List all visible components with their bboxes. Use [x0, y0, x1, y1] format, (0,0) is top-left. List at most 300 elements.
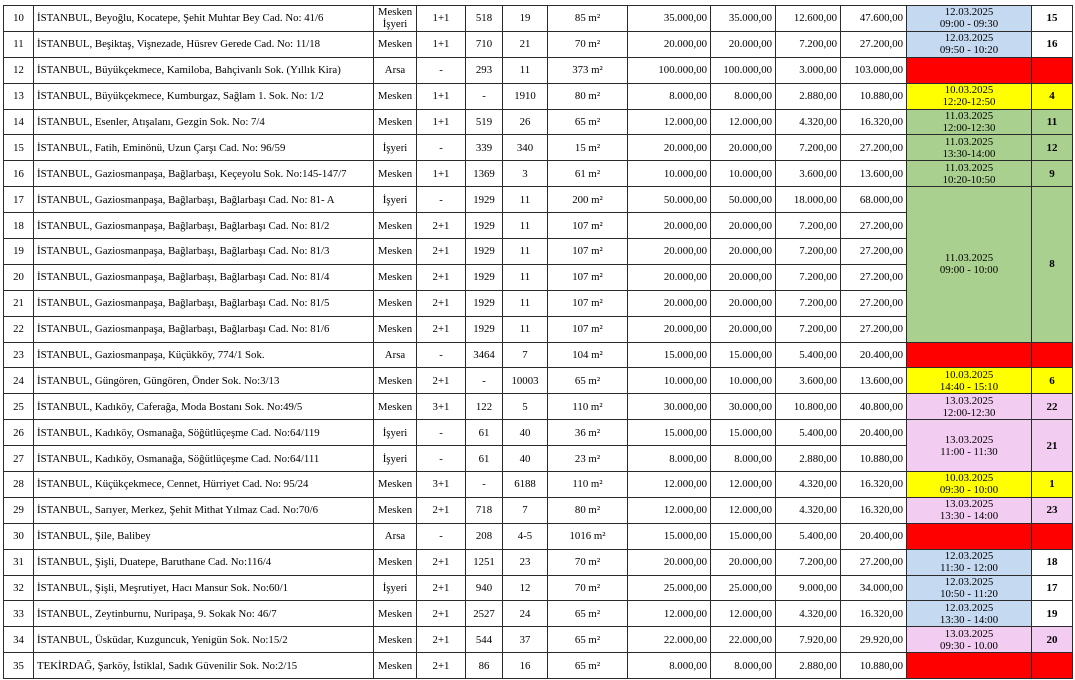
amount-cell: 25.000,00: [628, 575, 711, 601]
total-amount-cell: 29.920,00: [841, 627, 907, 653]
total-amount-cell: 10.880,00: [841, 446, 907, 472]
parcel-number-cell: 16: [503, 653, 548, 679]
visit-date: 13.03.2025: [944, 498, 994, 511]
amount-cell: 35.000,00: [711, 6, 776, 32]
parcel-number-cell: 40: [503, 420, 548, 446]
visit-schedule-cell: [907, 394, 1032, 420]
visit-order-cell: 16: [1032, 31, 1073, 57]
address-cell: İSTANBUL, Gaziosmanpaşa, Küçükköy, 774/1 Sok.: [34, 342, 374, 368]
block-number-cell: 1929: [466, 239, 503, 265]
row-number-cell: 26: [4, 420, 34, 446]
visit-order-cell: 8: [1032, 187, 1073, 342]
amount-cell: 12.000,00: [628, 109, 711, 135]
address-cell: İSTANBUL, Küçükçekmece, Cennet, Hürriyet Cad. No: 95/24: [34, 472, 374, 498]
visit-date: 13.03.2025: [944, 433, 994, 446]
amount-cell: 20.000,00: [628, 135, 711, 161]
total-amount-cell: 16.320,00: [841, 472, 907, 498]
visit-order-cell: 15: [1032, 6, 1073, 32]
amount-cell: 7.200,00: [776, 290, 841, 316]
total-amount-cell: 47.600,00: [841, 6, 907, 32]
area-cell: 110 m²: [548, 394, 628, 420]
amount-cell: 20.000,00: [711, 239, 776, 265]
area-cell: 107 m²: [548, 316, 628, 342]
total-amount-cell: 27.200,00: [841, 31, 907, 57]
area-cell: 110 m²: [548, 472, 628, 498]
table-row: [4, 653, 1073, 679]
parcel-number-cell: 11: [503, 213, 548, 239]
amount-cell: 12.000,00: [628, 601, 711, 627]
amount-cell: 7.200,00: [776, 31, 841, 57]
visit-date: 12.03.2025: [944, 32, 994, 45]
amount-cell: 15.000,00: [711, 523, 776, 549]
visit-order-cell: 19: [1032, 601, 1073, 627]
amount-cell: 30.000,00: [628, 394, 711, 420]
table-row: [4, 187, 1073, 213]
property-type-cell: Arsa: [374, 523, 417, 549]
amount-cell: 18.000,00: [776, 187, 841, 213]
block-number-cell: 1929: [466, 187, 503, 213]
amount-cell: 7.200,00: [776, 316, 841, 342]
amount-cell: 50.000,00: [628, 187, 711, 213]
amount-cell: 8.000,00: [628, 446, 711, 472]
address-cell: İSTANBUL, Gaziosmanpaşa, Bağlarbaşı, Keçeyolu Sok. No:145-147/7: [34, 161, 374, 187]
total-amount-cell: 27.200,00: [841, 316, 907, 342]
table-row: [4, 161, 1073, 187]
parcel-number-cell: 11: [503, 187, 548, 213]
address-cell: İSTANBUL, Kadıköy, Osmanağa, Söğütlüçeşme Cad. No:64/119: [34, 420, 374, 446]
table-row: [4, 420, 1073, 446]
amount-cell: 4.320,00: [776, 497, 841, 523]
block-number-cell: 1929: [466, 264, 503, 290]
room-count-cell: -: [417, 446, 466, 472]
amount-cell: 12.600,00: [776, 6, 841, 32]
amount-cell: 10.800,00: [776, 394, 841, 420]
parcel-number-cell: 5: [503, 394, 548, 420]
total-amount-cell: 20.400,00: [841, 342, 907, 368]
visit-time: 11:30 - 12:00: [940, 562, 998, 575]
room-count-cell: 1+1: [417, 83, 466, 109]
amount-cell: 2.880,00: [776, 446, 841, 472]
visit-time: 12:00-12:30: [942, 406, 996, 419]
amount-cell: 100.000,00: [628, 57, 711, 83]
amount-cell: 20.000,00: [628, 290, 711, 316]
visit-time: 09:30 - 10:00: [939, 484, 999, 497]
visit-schedule-cell: [907, 135, 1032, 161]
amount-cell: 10.000,00: [628, 161, 711, 187]
amount-cell: 8.000,00: [628, 653, 711, 679]
row-number-cell: 20: [4, 264, 34, 290]
visit-order-cell: [1032, 57, 1073, 83]
table-row: [4, 472, 1073, 498]
visit-time: 10:50 - 11:20: [940, 588, 998, 601]
visit-time: 09:30 - 10.00: [940, 639, 998, 652]
property-type-cell: Mesken: [374, 83, 417, 109]
room-count-cell: 1+1: [417, 6, 466, 32]
visit-schedule-cell: [907, 472, 1032, 498]
room-count-cell: 1+1: [417, 31, 466, 57]
row-number-cell: 11: [4, 31, 34, 57]
row-number-cell: 15: [4, 135, 34, 161]
amount-cell: 3.600,00: [776, 161, 841, 187]
amount-cell: 4.320,00: [776, 109, 841, 135]
total-amount-cell: 16.320,00: [841, 497, 907, 523]
amount-cell: 4.320,00: [776, 472, 841, 498]
amount-cell: 5.400,00: [776, 523, 841, 549]
visit-time: 13:30 - 14:00: [939, 510, 999, 523]
address-cell: İSTANBUL, Güngören, Güngören, Önder Sok. No:3/13: [34, 368, 374, 394]
address-cell: İSTANBUL, Büyükçekmece, Kumburgaz, Sağlam 1. Sok. No: 1/2: [34, 83, 374, 109]
table-row: [4, 83, 1073, 109]
total-amount-cell: 27.200,00: [841, 264, 907, 290]
block-number-cell: 1251: [466, 549, 503, 575]
parcel-number-cell: 40: [503, 446, 548, 472]
area-cell: 23 m²: [548, 446, 628, 472]
visit-schedule-cell: [907, 31, 1032, 57]
area-cell: 36 m²: [548, 420, 628, 446]
room-count-cell: 2+1: [417, 316, 466, 342]
area-cell: 80 m²: [548, 497, 628, 523]
visit-time: 12:00-12:30: [942, 122, 996, 134]
visit-order-cell: 17: [1032, 575, 1073, 601]
property-type-cell: İşyeri: [374, 575, 417, 601]
total-amount-cell: 103.000,00: [841, 57, 907, 83]
amount-cell: 15.000,00: [628, 523, 711, 549]
address-cell: İSTANBUL, Şişli, Duatepe, Baruthane Cad. No:116/4: [34, 549, 374, 575]
property-type-cell: Mesken: [374, 497, 417, 523]
total-amount-cell: 20.400,00: [841, 523, 907, 549]
total-amount-cell: 27.200,00: [841, 135, 907, 161]
amount-cell: 20.000,00: [711, 31, 776, 57]
room-count-cell: 1+1: [417, 161, 466, 187]
total-amount-cell: 27.200,00: [841, 213, 907, 239]
parcel-number-cell: 11: [503, 239, 548, 265]
amount-cell: 25.000,00: [711, 575, 776, 601]
row-number-cell: 24: [4, 368, 34, 394]
parcel-number-cell: 7: [503, 342, 548, 368]
visit-schedule-cell: [907, 342, 1032, 368]
row-number-cell: 27: [4, 446, 34, 472]
property-type-cell: İşyeri: [374, 446, 417, 472]
visit-date: 11.03.2025: [944, 135, 994, 148]
area-cell: 65 m²: [548, 601, 628, 627]
table-row: [4, 523, 1073, 549]
property-type-cell: Mesken: [374, 601, 417, 627]
listings-table: [3, 5, 1073, 679]
visit-date: 11.03.2025: [944, 252, 994, 265]
block-number-cell: 710: [466, 31, 503, 57]
room-count-cell: -: [417, 523, 466, 549]
room-count-cell: -: [417, 420, 466, 446]
area-cell: 200 m²: [548, 187, 628, 213]
table-row: [4, 109, 1073, 135]
table-row: [4, 368, 1073, 394]
visit-order-cell: 22: [1032, 394, 1073, 420]
block-number-cell: 61: [466, 446, 503, 472]
address-cell: İSTANBUL, Gaziosmanpaşa, Bağlarbaşı, Bağlarbaşı Cad. No: 81- A: [34, 187, 374, 213]
parcel-number-cell: 7: [503, 497, 548, 523]
row-number-cell: 30: [4, 523, 34, 549]
visit-order-cell: 6: [1032, 368, 1073, 394]
table-row: [4, 627, 1073, 653]
address-cell: İSTANBUL, Şile, Balibey: [34, 523, 374, 549]
parcel-number-cell: 4-5: [503, 523, 548, 549]
table-row: [4, 6, 1073, 32]
visit-date: 13.03.2025: [944, 627, 994, 640]
visit-order-cell: [1032, 342, 1073, 368]
block-number-cell: 293: [466, 57, 503, 83]
total-amount-cell: 16.320,00: [841, 601, 907, 627]
address-cell: İSTANBUL, Büyükçekmece, Kamiloba, Bahçivanlı Sok. (Yıllık Kira): [34, 57, 374, 83]
room-count-cell: 2+1: [417, 497, 466, 523]
address-cell: İSTANBUL, Sarıyer, Merkez, Şehit Mithat Yılmaz Cad. No:70/6: [34, 497, 374, 523]
visit-schedule-cell: [907, 627, 1032, 653]
table-row: [4, 394, 1073, 420]
amount-cell: 7.200,00: [776, 264, 841, 290]
visit-date: 10.03.2025: [944, 84, 994, 97]
address-cell: İSTANBUL, Gaziosmanpaşa, Bağlarbaşı, Bağlarbaşı Cad. No: 81/6: [34, 316, 374, 342]
row-number-cell: 35: [4, 653, 34, 679]
visit-schedule-cell: [907, 575, 1032, 601]
total-amount-cell: 13.600,00: [841, 368, 907, 394]
visit-schedule-cell: [907, 109, 1032, 135]
property-type-cell: Mesken: [374, 31, 417, 57]
row-number-cell: 19: [4, 239, 34, 265]
block-number-cell: 61: [466, 420, 503, 446]
visit-schedule-cell: [907, 57, 1032, 83]
amount-cell: 20.000,00: [711, 549, 776, 575]
visit-order-cell: 11: [1032, 109, 1073, 135]
room-count-cell: 2+1: [417, 213, 466, 239]
visit-date: 10.03.2025: [944, 368, 994, 381]
row-number-cell: 28: [4, 472, 34, 498]
address-cell: İSTANBUL, Zeytinburnu, Nuripaşa, 9. Sokak No: 46/7: [34, 601, 374, 627]
visit-date: 12.03.2025: [944, 550, 994, 563]
visit-order-cell: 9: [1032, 161, 1073, 187]
property-type-cell: Mesken: [374, 264, 417, 290]
amount-cell: 8.000,00: [711, 653, 776, 679]
amount-cell: 15.000,00: [628, 420, 711, 446]
amount-cell: 20.000,00: [628, 316, 711, 342]
parcel-number-cell: 19: [503, 6, 548, 32]
amount-cell: 20.000,00: [628, 239, 711, 265]
amount-cell: 20.000,00: [711, 135, 776, 161]
block-number-cell: 1369: [466, 161, 503, 187]
room-count-cell: 3+1: [417, 394, 466, 420]
total-amount-cell: 27.200,00: [841, 549, 907, 575]
property-type-cell: Mesken: [374, 290, 417, 316]
amount-cell: 10.000,00: [711, 368, 776, 394]
property-type-cell: İşyeri: [374, 187, 417, 213]
amount-cell: 20.000,00: [711, 290, 776, 316]
area-cell: 107 m²: [548, 239, 628, 265]
visit-schedule-cell: [907, 549, 1032, 575]
address-cell: İSTANBUL, Üsküdar, Kuzguncuk, Yenigün Sok. No:15/2: [34, 627, 374, 653]
row-number-cell: 34: [4, 627, 34, 653]
amount-cell: 30.000,00: [711, 394, 776, 420]
total-amount-cell: 20.400,00: [841, 420, 907, 446]
area-cell: 107 m²: [548, 213, 628, 239]
amount-cell: 100.000,00: [711, 57, 776, 83]
visit-order-cell: [1032, 523, 1073, 549]
property-type-cell: Mesken: [374, 161, 417, 187]
property-type-cell: Mesken İşyeri: [374, 6, 417, 32]
block-number-cell: 518: [466, 6, 503, 32]
total-amount-cell: 68.000,00: [841, 187, 907, 213]
block-number-cell: 519: [466, 109, 503, 135]
address-cell: İSTANBUL, Beyoğlu, Kocatepe, Şehit Muhtar Bey Cad. No: 41/6: [34, 6, 374, 32]
property-type-cell: Mesken: [374, 627, 417, 653]
total-amount-cell: 27.200,00: [841, 239, 907, 265]
room-count-cell: 1+1: [417, 109, 466, 135]
visit-order-cell: 20: [1032, 627, 1073, 653]
amount-cell: 20.000,00: [711, 316, 776, 342]
amount-cell: 35.000,00: [628, 6, 711, 32]
visit-date: 12.03.2025: [944, 6, 994, 19]
room-count-cell: -: [417, 187, 466, 213]
visit-time: 13:30 - 14:00: [939, 613, 999, 626]
amount-cell: 7.200,00: [776, 135, 841, 161]
visit-date: 11.03.2025: [944, 110, 994, 122]
block-number-cell: 3464: [466, 342, 503, 368]
amount-cell: 20.000,00: [628, 264, 711, 290]
visit-schedule-cell: [907, 83, 1032, 109]
visit-time: 13:30-14:00: [942, 147, 996, 160]
row-number-cell: 22: [4, 316, 34, 342]
area-cell: 70 m²: [548, 575, 628, 601]
visit-order-cell: 4: [1032, 83, 1073, 109]
block-number-cell: 122: [466, 394, 503, 420]
amount-cell: 7.200,00: [776, 213, 841, 239]
area-cell: 80 m²: [548, 83, 628, 109]
room-count-cell: 2+1: [417, 368, 466, 394]
total-amount-cell: 13.600,00: [841, 161, 907, 187]
area-cell: 65 m²: [548, 368, 628, 394]
area-cell: 61 m²: [548, 161, 628, 187]
visit-time: 09:50 - 10:20: [939, 44, 999, 57]
property-type-cell: Mesken: [374, 549, 417, 575]
room-count-cell: -: [417, 57, 466, 83]
row-number-cell: 29: [4, 497, 34, 523]
property-type-cell: Mesken: [374, 213, 417, 239]
block-number-cell: 208: [466, 523, 503, 549]
area-cell: 373 m²: [548, 57, 628, 83]
amount-cell: 5.400,00: [776, 420, 841, 446]
address-cell: İSTANBUL, Kadıköy, Caferağa, Moda Bostanı Sok. No:49/5: [34, 394, 374, 420]
amount-cell: 12.000,00: [711, 109, 776, 135]
visit-time: 14:40 - 15:10: [939, 380, 999, 393]
parcel-number-cell: 24: [503, 601, 548, 627]
amount-cell: 2.880,00: [776, 83, 841, 109]
amount-cell: 8.000,00: [628, 83, 711, 109]
property-type-cell: Arsa: [374, 57, 417, 83]
visit-order-cell: 18: [1032, 549, 1073, 575]
property-type-cell: Mesken: [374, 653, 417, 679]
property-type-cell: Mesken: [374, 394, 417, 420]
block-number-cell: 86: [466, 653, 503, 679]
row-number-cell: 14: [4, 109, 34, 135]
visit-schedule-cell: [907, 497, 1032, 523]
address-cell: İSTANBUL, Esenler, Atışalanı, Gezgin Sok. No: 7/4: [34, 109, 374, 135]
table-row: [4, 549, 1073, 575]
visit-order-cell: 23: [1032, 497, 1073, 523]
amount-cell: 2.880,00: [776, 653, 841, 679]
total-amount-cell: 10.880,00: [841, 653, 907, 679]
amount-cell: 3.000,00: [776, 57, 841, 83]
visit-schedule-cell: [907, 653, 1032, 679]
parcel-number-cell: 10003: [503, 368, 548, 394]
area-cell: 1016 m²: [548, 523, 628, 549]
row-number-cell: 13: [4, 83, 34, 109]
room-count-cell: 2+1: [417, 549, 466, 575]
address-cell: İSTANBUL, Gaziosmanpaşa, Bağlarbaşı, Bağlarbaşı Cad. No: 81/5: [34, 290, 374, 316]
room-count-cell: 3+1: [417, 472, 466, 498]
visit-schedule-cell: [907, 187, 1032, 342]
row-number-cell: 31: [4, 549, 34, 575]
total-amount-cell: 34.000,00: [841, 575, 907, 601]
address-cell: İSTANBUL, Şişli, Meşrutiyet, Hacı Mansur Sok. No:60/1: [34, 575, 374, 601]
property-type-cell: İşyeri: [374, 135, 417, 161]
address-cell: TEKİRDAĞ, Şarköy, İstiklal, Sadık Güvenilir Sok. No:2/15: [34, 653, 374, 679]
row-number-cell: 21: [4, 290, 34, 316]
amount-cell: 3.600,00: [776, 368, 841, 394]
area-cell: 104 m²: [548, 342, 628, 368]
room-count-cell: -: [417, 342, 466, 368]
visit-schedule-cell: [907, 420, 1032, 472]
address-cell: İSTANBUL, Gaziosmanpaşa, Bağlarbaşı, Bağlarbaşı Cad. No: 81/3: [34, 239, 374, 265]
amount-cell: 20.000,00: [711, 264, 776, 290]
block-number-cell: 940: [466, 575, 503, 601]
amount-cell: 10.000,00: [711, 161, 776, 187]
area-cell: 85 m²: [548, 6, 628, 32]
address-cell: İSTANBUL, Kadıköy, Osmanağa, Söğütlüçeşme Cad. No:64/111: [34, 446, 374, 472]
room-count-cell: 2+1: [417, 264, 466, 290]
property-type-cell: Mesken: [374, 472, 417, 498]
table-row: [4, 31, 1073, 57]
area-cell: 65 m²: [548, 109, 628, 135]
property-type-cell: Mesken: [374, 109, 417, 135]
visit-time: 10:20-10:50: [942, 173, 996, 186]
block-number-cell: -: [466, 472, 503, 498]
parcel-number-cell: 340: [503, 135, 548, 161]
property-type-cell: Mesken: [374, 368, 417, 394]
amount-cell: 20.000,00: [628, 213, 711, 239]
amount-cell: 12.000,00: [628, 472, 711, 498]
room-count-cell: 2+1: [417, 575, 466, 601]
amount-cell: 12.000,00: [711, 601, 776, 627]
property-type-cell: Mesken: [374, 316, 417, 342]
amount-cell: 4.320,00: [776, 601, 841, 627]
total-amount-cell: 16.320,00: [841, 109, 907, 135]
amount-cell: 50.000,00: [711, 187, 776, 213]
visit-time: 09:00 - 09:30: [939, 18, 999, 31]
row-number-cell: 32: [4, 575, 34, 601]
amount-cell: 22.000,00: [711, 627, 776, 653]
amount-cell: 12.000,00: [711, 497, 776, 523]
block-number-cell: 339: [466, 135, 503, 161]
visit-date: 10.03.2025: [944, 472, 994, 485]
row-number-cell: 16: [4, 161, 34, 187]
area-cell: 15 m²: [548, 135, 628, 161]
property-type-cell: Arsa: [374, 342, 417, 368]
visit-date: 12.03.2025: [944, 601, 994, 614]
parcel-number-cell: 23: [503, 549, 548, 575]
visit-date: 12.03.2025: [944, 576, 994, 589]
row-number-cell: 33: [4, 601, 34, 627]
table-row: [4, 601, 1073, 627]
address-cell: İSTANBUL, Gaziosmanpaşa, Bağlarbaşı, Bağlarbaşı Cad. No: 81/4: [34, 264, 374, 290]
block-number-cell: 544: [466, 627, 503, 653]
block-number-cell: 1929: [466, 290, 503, 316]
